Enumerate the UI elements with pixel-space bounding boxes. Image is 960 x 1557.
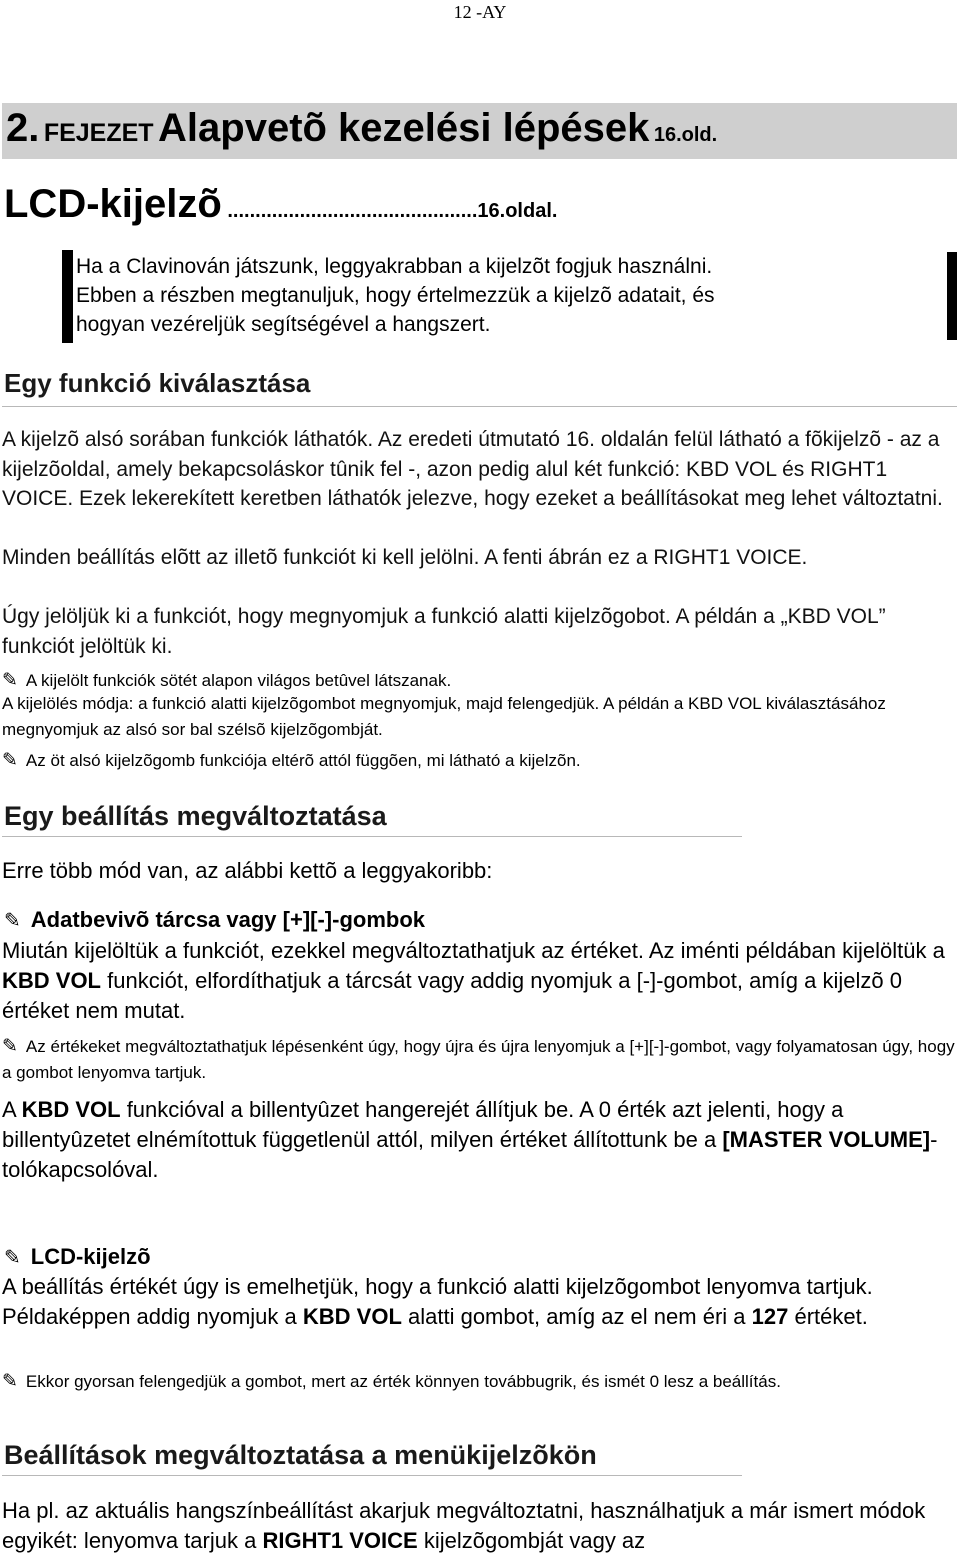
intro-line-3: hogyan vezéreljük segítségével a hangszert. [76, 313, 491, 336]
text-run: -tolókapcsolóval. [2, 1127, 938, 1182]
bold-run: KBD VOL [21, 1097, 121, 1122]
text-run: alatti gombot, amíg az el nem éri a [401, 1304, 752, 1329]
change-bar-left [62, 250, 73, 343]
note-1 [2, 667, 957, 694]
bullet-1-heading [4, 907, 425, 933]
lcd-leader: ............................................. [221, 200, 478, 222]
funkcio-paragraph-1: A kijelzõ alsó sorában funkciók láthatók. Az eredeti útmutató 16. oldalán felül látható a fõkijelzõ - az a kijelzõoldal, amely bekapcsoláskor tûnik fel -, azon pedig alul két funkció: KBD VOL és RIGHT1 VOICE. Ezek lekerekített keretben láthatók jelezve, hogy ezeket a beállításokat meg lehet változtatni. [2, 428, 943, 510]
note-3-text: Az értékeket megváltoztathatjuk lépésenként úgy, hogy újra és újra lenyomjuk a [+][-]-gombot, vagy folyamatosan úgy, hogy a gombot lenyomva tartjuk. [2, 1037, 955, 1082]
note-4 [2, 1368, 957, 1395]
section-lcd-title [4, 182, 557, 227]
funkcio-paragraph-3: Úgy jelöljük ki a funkciót, hogy megnyomjuk a funkció alatti kijelzõgobot. A példán a „KBD VOL” funkciót jelöltük ki. [2, 605, 886, 658]
heading-funkcio: Egy funkció kiválasztása [4, 368, 311, 398]
bullet-1-title: Adatbevivõ tárcsa vagy [+][-]-gombok [30, 907, 426, 932]
note-2 [2, 747, 957, 774]
bold-run: 127 [751, 1304, 789, 1329]
beallitas-intro: Erre több mód van, az alábbi kettõ a leggyakoribb: [2, 858, 493, 883]
bold-run: [MASTER VOLUME] [722, 1127, 931, 1152]
text-run: A [2, 1097, 22, 1122]
chapter-page-ref: 16.old. [653, 124, 718, 146]
bullet-2-heading [4, 1244, 151, 1270]
kbd-vol-paragraph [2, 1095, 957, 1185]
text-run: Miután kijelöltük a funkciót, ezekkel megváltoztathatjuk az értéket. Az iménti példában kijelöltük a [2, 938, 945, 963]
intro-line-2: Ebben a részben megtanuljuk, hogy értelmezzük a kijelzõ adatait, és [76, 284, 715, 307]
page-number: 12 -AY [453, 2, 507, 22]
chapter-heading: Alapvetõ kezelési lépések [158, 106, 650, 150]
text-run: funkciót, elfordíthatjuk a tárcsát vagy addig nyomjuk a [-]-gombot, amíg a kijelzõ 0 értéket nem mutat. [2, 968, 902, 1023]
chapter-title [6, 106, 717, 151]
pencil-icon: ✎ [4, 908, 21, 932]
bold-run: RIGHT1 VOICE [262, 1528, 418, 1553]
lcd-page-ref: 16.oldal. [477, 200, 558, 222]
bold-run: KBD VOL [2, 968, 101, 993]
funkcio-paragraph-2: Minden beállítás elõtt az illetõ funkciót ki kell jelölni. A fenti ábrán ez a RIGHT1 VOICE. [2, 546, 808, 569]
intro-paragraph [76, 252, 936, 339]
text-run: értéket. [788, 1304, 868, 1329]
heading-beallitas: Egy beállítás megváltoztatása [4, 801, 387, 831]
heading-menu: Beállítások megváltoztatása a menükijelzõkön [4, 1440, 597, 1470]
pencil-icon: ✎ [2, 1370, 18, 1392]
text-run: A beállítás értékét úgy is emelhetjük, hogy a funkció alatti kijelzõgombot lenyomva tartjuk. Példaképpen addig nyomjuk a [2, 1274, 873, 1329]
bullet-2-paragraph [2, 1272, 957, 1332]
text-run: Ha pl. az aktuális hangszínbeállítást akarjuk megváltoztatni, használhatjuk a már ismert módok egyikét: lenyomva tarjuk a [2, 1498, 926, 1553]
heading-rule [2, 1475, 742, 1476]
funkcio-paragraph-4: A kijelölés módja: a funkció alatti kijelzõgombot megnyomjuk, majd felengedjük. A példán a KBD VOL kiválasztásához megnyomjuk az alsó sor bal szélsõ kijelzõgombját. [2, 694, 886, 739]
note-3 [2, 1033, 957, 1086]
bullet-2-title: LCD-kijelzõ [30, 1244, 151, 1269]
note-4-text: Ekkor gyorsan felengedjük a gombot, mert az érték könnyen továbbugrik, és ismét 0 lesz a beállítás. [25, 1372, 781, 1391]
note-2-text: Az öt alsó kijelzõgomb funkciója eltérõ attól függõen, mi látható a kijelzõn. [25, 751, 581, 770]
intro-line-1: Ha a Clavinován játszunk, leggyakrabban a kijelzõt fogjuk használni. [76, 255, 713, 278]
note-1-text: A kijelölt funkciók sötét alapon világos betûvel látszanak. [25, 671, 452, 690]
lcd-title-text: LCD-kijelzõ [4, 182, 222, 226]
heading-rule [2, 406, 957, 407]
bullet-1-paragraph [2, 936, 957, 1026]
pencil-icon: ✎ [2, 669, 18, 691]
pencil-icon: ✎ [2, 749, 18, 771]
change-bar-right [947, 252, 957, 340]
chapter-number: 2. [6, 106, 40, 150]
bold-run: KBD VOL [302, 1304, 402, 1329]
chapter-word: FEJEZET [43, 119, 154, 147]
pencil-icon: ✎ [4, 1245, 21, 1269]
text-run: funkcióval a billentyûzet hangerejét állítjuk be. A 0 érték azt jelenti, hogy a billentyûzetet elnémítottuk függetlenül attól, milyen értéket állítottunk be a [2, 1097, 844, 1152]
pencil-icon: ✎ [2, 1035, 18, 1057]
menu-paragraph [2, 1496, 957, 1556]
text-run: kijelzõgombját vagy az [417, 1528, 646, 1553]
heading-rule [2, 836, 742, 837]
